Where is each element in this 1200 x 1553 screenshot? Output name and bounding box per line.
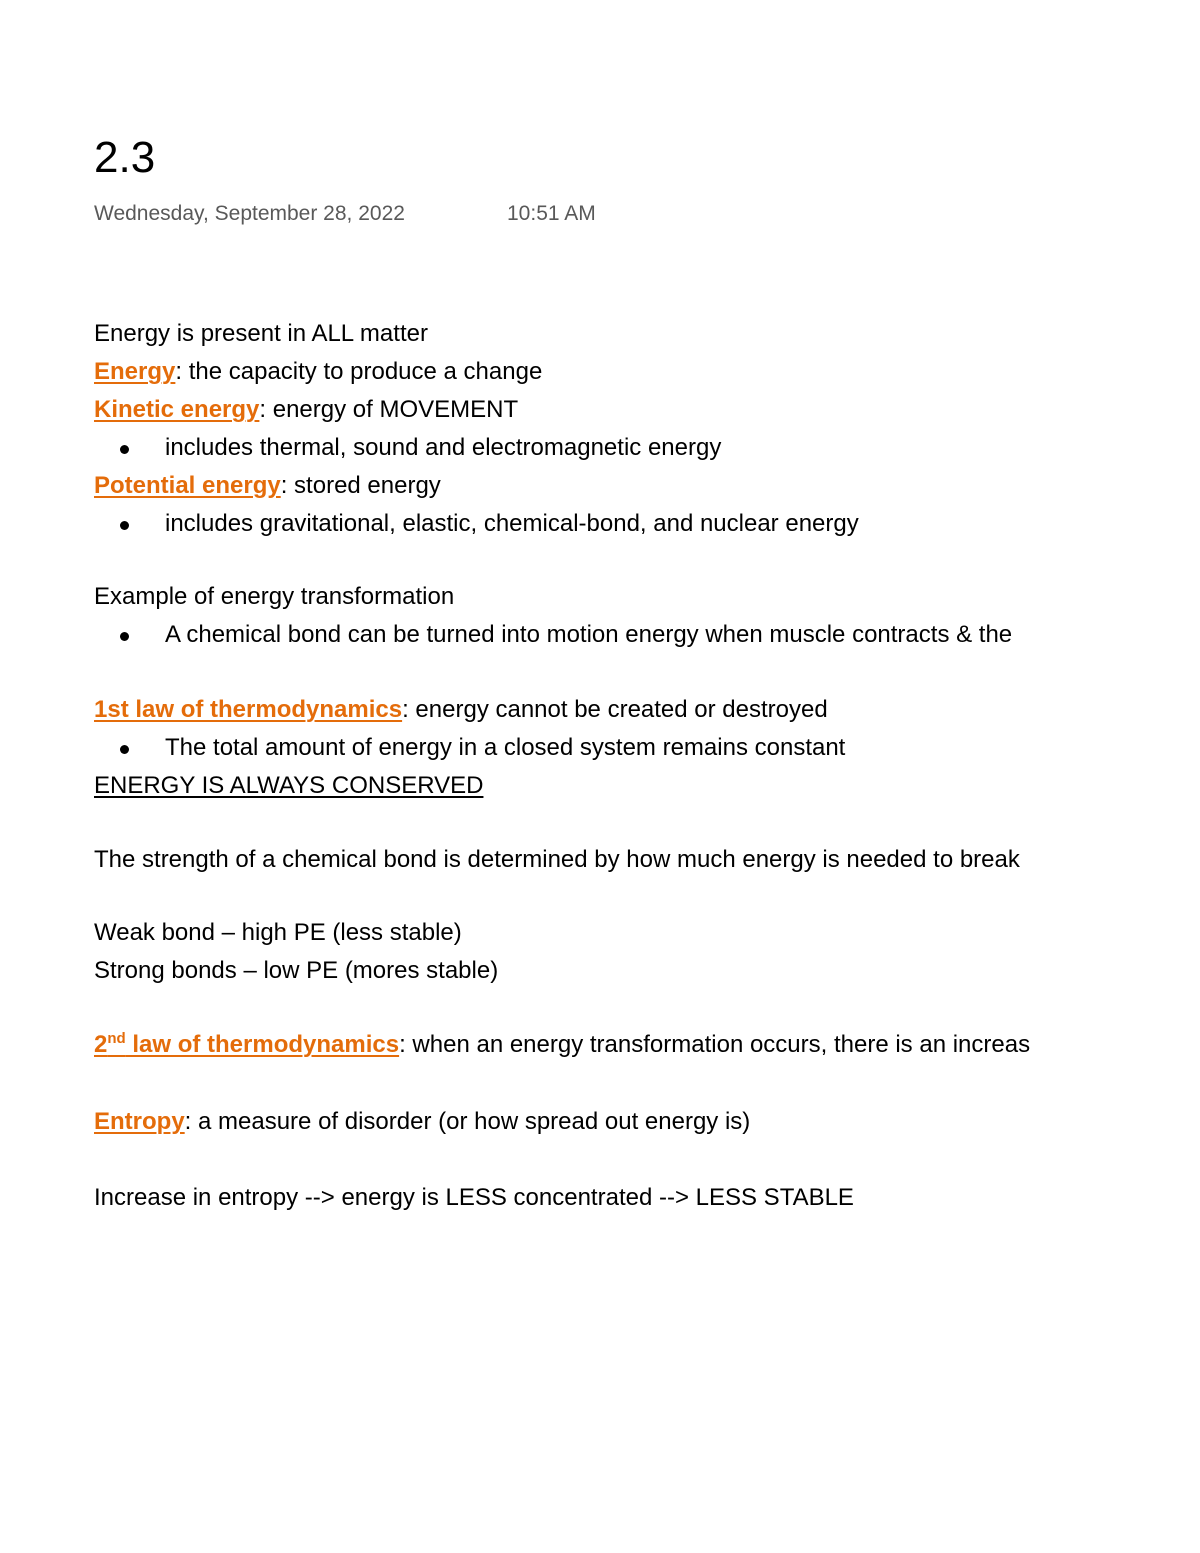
law1-term: 1st law of thermodynamics [94,696,403,723]
page-time: 10:51 AM [507,202,596,225]
law2-term-sup: nd [107,1030,126,1047]
energy-def-text: : the capacity to produce a change [175,358,543,385]
potential-definition [94,470,441,502]
kinetic-definition [94,394,518,426]
entropy-increase-text: Increase in entropy --> energy is LESS concentrated --> LESS STABLE [94,1184,854,1211]
bullet-icon [120,632,129,641]
bond-strength-text: The strength of a chemical bond is determined by how much energy is needed to break [94,846,1020,873]
energy-definition [94,356,542,388]
law1-def-text: : energy cannot be created or destroyed [402,696,828,723]
page-timestamp [94,200,596,228]
strong-bond-text: Strong bonds – low PE (mores stable) [94,957,499,984]
bullet-icon [120,745,129,754]
conserved-line [94,770,483,802]
bullet-icon [120,445,129,454]
bullet-icon [120,521,129,530]
entropy-def-text: : a measure of disorder (or how spread out energy is) [184,1108,751,1135]
law2-term-prefix: 2 [94,1031,108,1058]
bond-strength-line [94,844,1020,876]
strong-bond-line [94,955,498,987]
example-bullet-text: A chemical bond can be turned into motion energy when muscle contracts & the [165,621,1013,648]
page-date: Wednesday, September 28, 2022 [94,202,405,225]
law2-definition [94,1029,1030,1061]
entropy-definition [94,1106,750,1138]
potential-term: Potential energy [94,472,281,499]
example-heading-text: Example of energy transformation [94,583,455,610]
law1-bullet-text: The total amount of energy in a closed system remains constant [165,734,846,761]
energy-term: Energy [94,358,176,385]
example-heading [94,581,454,613]
potential-bullet-text: includes gravitational, elastic, chemical-bond, and nuclear energy [165,510,859,537]
law2-def-text: : when an energy transformation occurs, there is an increas [399,1031,1031,1058]
kinetic-def-text: : energy of MOVEMENT [259,396,519,423]
entropy-term: Entropy [94,1108,185,1135]
weak-bond-text: Weak bond – high PE (less stable) [94,919,462,946]
law1-definition [94,694,828,726]
law2-term-rest: law of thermodynamics [125,1031,400,1058]
law2-term [94,1031,399,1058]
kinetic-bullet-text: includes thermal, sound and electromagnetic energy [165,434,722,461]
intro-text: Energy is present in ALL matter [94,320,428,347]
page-title: 2.3 [94,133,156,182]
kinetic-term: Kinetic energy [94,396,260,423]
conserved-text: ENERGY IS ALWAYS CONSERVED [94,772,484,799]
entropy-increase-line [94,1182,854,1214]
weak-bond-line [94,917,462,949]
intro-line [94,318,428,350]
potential-def-text: : stored energy [280,472,441,499]
